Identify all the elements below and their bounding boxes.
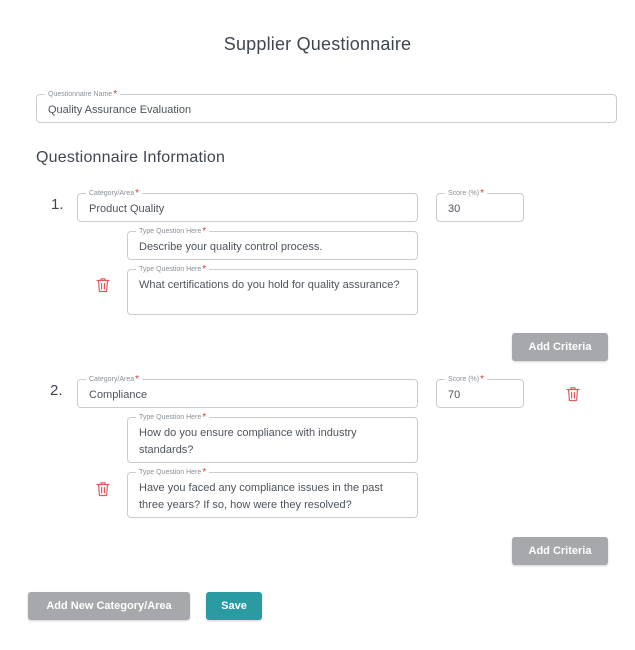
add-criteria-button[interactable]: Add Criteria: [512, 537, 608, 565]
score-label: Score (%)*: [445, 187, 487, 200]
category-number: 2.: [50, 382, 63, 399]
question-value: How do you ensure compliance with industry standards?: [139, 427, 357, 456]
questionnaire-name-label: Questionnaire Name*: [45, 88, 120, 101]
score-field[interactable]: [436, 374, 524, 408]
score-value: 70: [448, 389, 461, 401]
question-value: Describe your quality control process.: [139, 241, 323, 253]
section-title: Questionnaire Information: [36, 149, 226, 166]
question-label: Type Question Here*: [136, 263, 209, 276]
questionnaire-name-value: Quality Assurance Evaluation: [48, 104, 192, 116]
category-area-field[interactable]: [77, 374, 418, 408]
score-label: Score (%)*: [445, 373, 487, 386]
add-category-button[interactable]: Add New Category/Area: [28, 592, 190, 620]
save-button[interactable]: Save: [206, 592, 262, 620]
trash-icon[interactable]: [96, 277, 110, 293]
score-value: 30: [448, 203, 461, 215]
question-value: Have you faced any compliance issues in the past three years? If so, how were they resolved?: [139, 482, 383, 511]
question-label: Type Question Here*: [136, 466, 209, 479]
category-area-field[interactable]: [77, 188, 418, 222]
category-area-label: Category/Area*: [86, 187, 142, 200]
category-number: 1.: [51, 196, 64, 213]
question-label: Type Question Here*: [136, 225, 209, 238]
category-area-value: Product Quality: [89, 203, 165, 215]
page-title: Supplier Questionnaire: [223, 34, 412, 54]
score-field[interactable]: [436, 188, 524, 222]
question-field[interactable]: [127, 226, 418, 260]
trash-icon[interactable]: [96, 481, 110, 497]
question-value: What certifications do you hold for quality assurance?: [139, 279, 400, 291]
category-area-value: Compliance: [89, 389, 148, 401]
trash-icon[interactable]: [566, 386, 580, 402]
questionnaire-name-field[interactable]: [36, 89, 617, 123]
question-label: Type Question Here*: [136, 411, 209, 424]
question-field[interactable]: [127, 412, 418, 463]
question-field[interactable]: [127, 264, 418, 315]
question-field[interactable]: [127, 467, 418, 518]
category-area-label: Category/Area*: [86, 373, 142, 386]
add-criteria-button[interactable]: Add Criteria: [512, 333, 608, 361]
